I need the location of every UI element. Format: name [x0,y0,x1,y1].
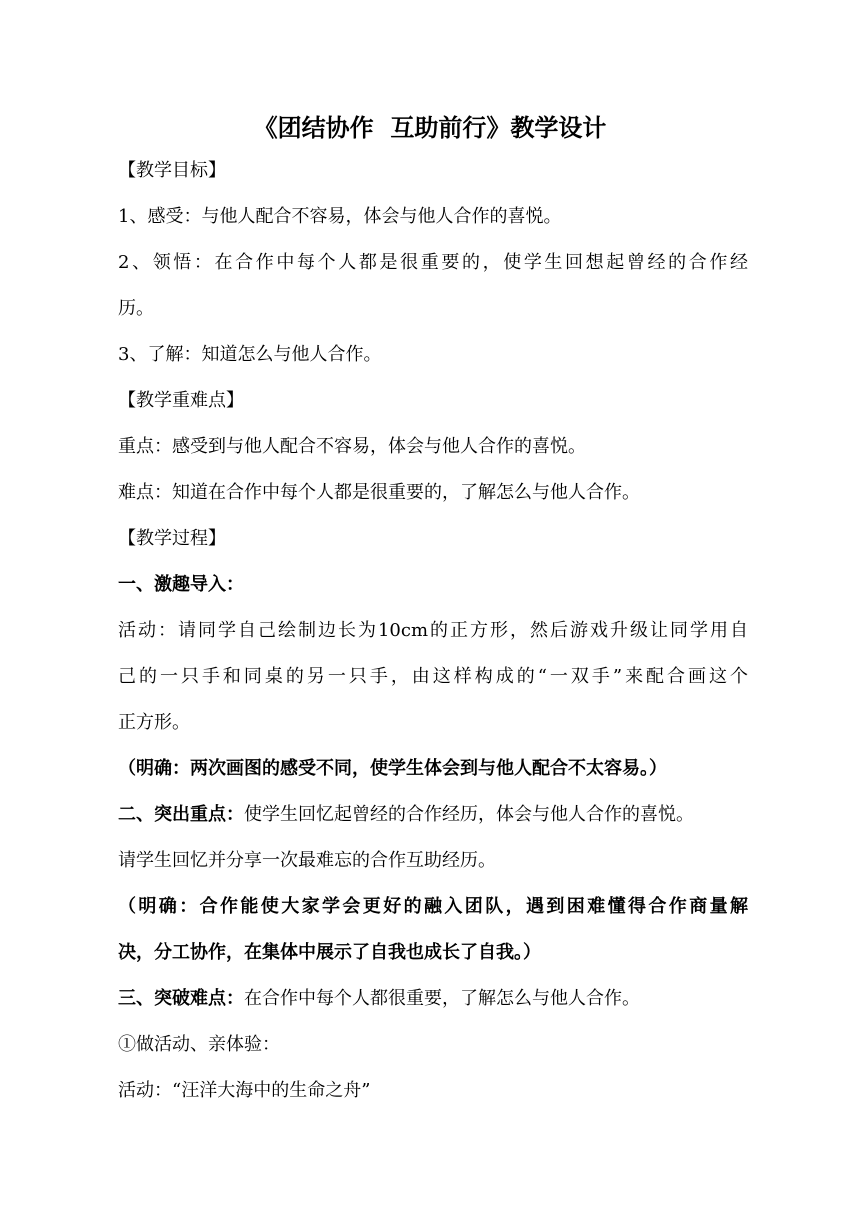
section-heading-process: 【教学过程】 [118,528,226,549]
activity-name: 活动：“汪洋大海中的生命之舟” [118,1080,371,1101]
goal-item-1: 1、感受：与他人配合不容易，体会与他人合作的喜悦。 [118,206,562,227]
document-body [118,155,748,1121]
key-point: 重点：感受到与他人配合不容易，体会与他人合作的喜悦。 [118,436,586,457]
goal-item-3: 3、了解：知道怎么与他人合作。 [118,344,382,365]
goal-item-2: 2、领悟：在合作中每个人都是很重要的，使学生回想起曾经的合作经 [118,252,748,273]
step-2-line [118,799,748,831]
clarification-1: （明确：两次画图的感受不同，使学生体会到与他人配合不太容易。） [118,758,667,779]
activity-text-1-end: 正方形。 [118,712,190,733]
document-title: 《团结协作 互助前行》教学设计 [253,114,607,142]
step-heading-3: 三、突破难点： [118,988,244,1009]
goal-item-2-continued: 历。 [118,298,154,319]
step-heading-1: 一、激趣导入： [118,574,244,595]
difficult-point: 难点：知道在合作中每个人都是很重要的，了解怎么与他人合作。 [118,482,640,503]
section-heading-goals: 【教学目标】 [118,160,226,181]
activity-text-1: 活动：请同学自己绘制边长为10cm的正方形，然后游戏升级让同学用自 [118,620,748,641]
sub-step-1: ①做活动、亲体验： [118,1034,280,1055]
clarification-2: （明确：合作能使大家学会更好的融入团队，遇到困难懂得合作商量解 [118,896,748,917]
step-2-prompt: 请学生回忆并分享一次最难忘的合作互助经历。 [118,850,496,871]
clarification-2-continued: 决，分工协作，在集体中展示了自我也成长了自我。） [118,942,541,963]
step-3-line [118,983,748,1015]
activity-text-1-continued: 己的一只手和同桌的另一只手，由这样构成的“一双手”来配合画这个 [118,666,748,687]
step-heading-2: 二、突出重点： [118,804,244,825]
step-3-text: 在合作中每个人都很重要，了解怎么与他人合作。 [244,988,640,1009]
step-2-text: 使学生回忆起曾经的合作经历，体会与他人合作的喜悦。 [244,804,694,825]
section-heading-key-points: 【教学重难点】 [118,390,244,411]
